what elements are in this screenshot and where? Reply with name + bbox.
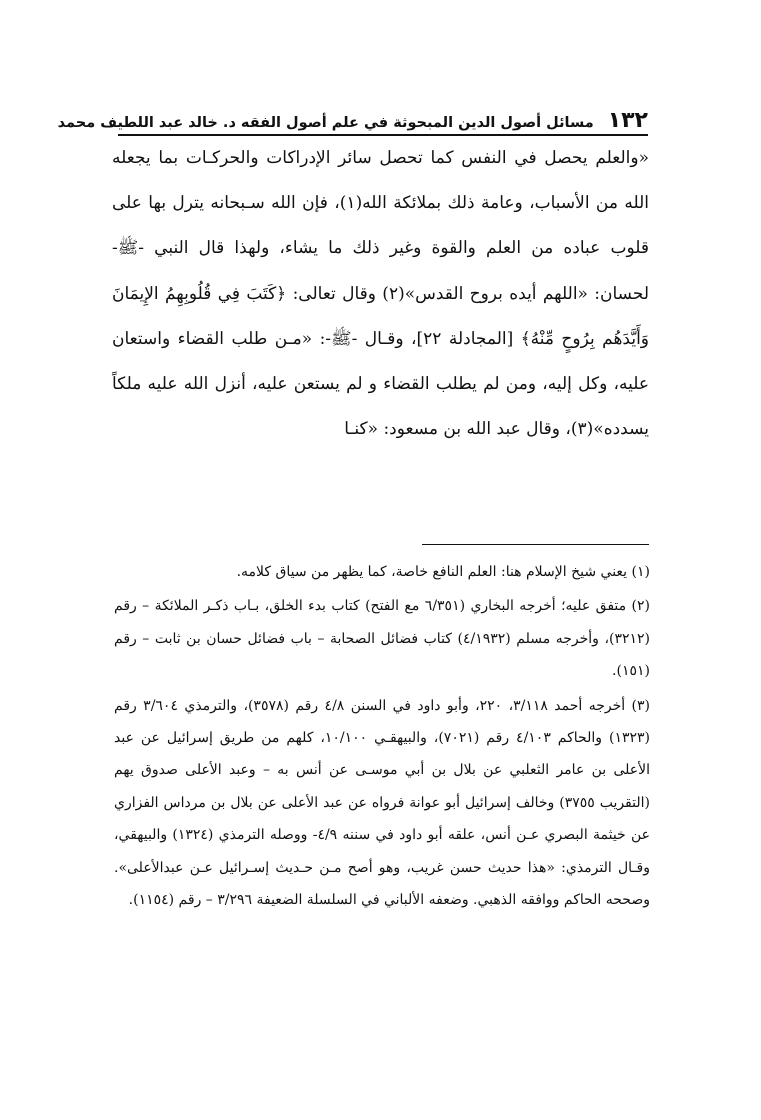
footnotes-section xyxy=(114,556,650,916)
footnote-1: (١) يعني شيخ الإسلام هنا: العلم النافع خاصة، كما يظهر من سياق كلامه. xyxy=(236,564,650,580)
page-number: ١٣٢ xyxy=(607,108,648,133)
footnote-divider xyxy=(422,544,649,545)
page-header xyxy=(57,104,648,134)
running-title: مسائل أصول الدين المبحوثة في علم أصول الفقه د. خالد عبد اللطيف محمد xyxy=(57,115,594,131)
main-text xyxy=(112,136,649,452)
footnote-2: (٢) متفق عليه؛ أخرجه البخاري (٦/٣٥١ مع الفتح) كتاب بدء الخلق، بـاب ذكـر الملائكة – رقم (٣٢١٢)، وأخرجه مسلم (٤/١٩٣٢) كتاب فضائل الصحابة – باب فضائل حسان بن ثابت – رقم (١٥١). xyxy=(114,598,651,680)
body-paragraph: «والعلم يحصل في النفس كما تحصل سائر الإدراكات والحركـات بما يجعله الله من الأسباب، وعامة ذلك بملائكة الله(١)، فإن الله سـبحانه يترل بها على قلوب عباده من العلم والقوة وغير ذلك ما يشاء، ولهذا قال النبي -ﷺ- لحسان: «اللهم أيده بروح القدس»(٢) وقال تعالى: ﴿كَتَبَ فِي قُلُوبِهِمُ الإِيمَانَ وَأَيَّدَهُم بِرُوحٍ مِّنْهُ﴾ [المجادلة ٢٢]، وقـال -ﷺ-: «مـن طلب القضاء واستعان عليه، وكل إليه، ومن لم يطلب القضاء و لم يستعن عليه، أنزل الله عليه ملكاً يسدده»(٣)، وقال عبد الله بن مسعود: «كنـا xyxy=(112,148,650,440)
footnote-3: (٣) أخرجه أحمد ٣/١١٨، ٢٢٠، وأبو داود في السنن ٤/٨ رقم (٣٥٧٨)، والترمذي ٣/٦٠٤ رقم (١٣٢٣) والحاكم ٤/١٠٣ رقم (٧٠٢١)، والبيهقـي ١٠/١٠٠، كلهم من طريق إسرائيل عن عبد الأعلى بن عامر الثعلبي عن بلال بن أبي موسـى عن أنس به – وعبد الأعلى صدوق يهم (التقريب ٣٧٥٥) وخالف إسرائيل أبو عوانة فرواه عن عبد الأعلى عن بلال بن مرداس الفزاري عن خيثمة البصري عـن أنس، علقه أبو داود في سننه ٤/٩- ووصله الترمذي (١٣٢٤) والبيهقي، وقـال الترمذي: «هذا حديث حسن غريب، وهو أصح مـن حـديث إسـرائيل عـن عبدالأعلى». وصححه الحاكم ووافقه الذهبي. وضعفه الألباني في السلسلة الضعيفة ٣/٢٩٦ – رقم (١١٥٤). xyxy=(114,697,650,909)
